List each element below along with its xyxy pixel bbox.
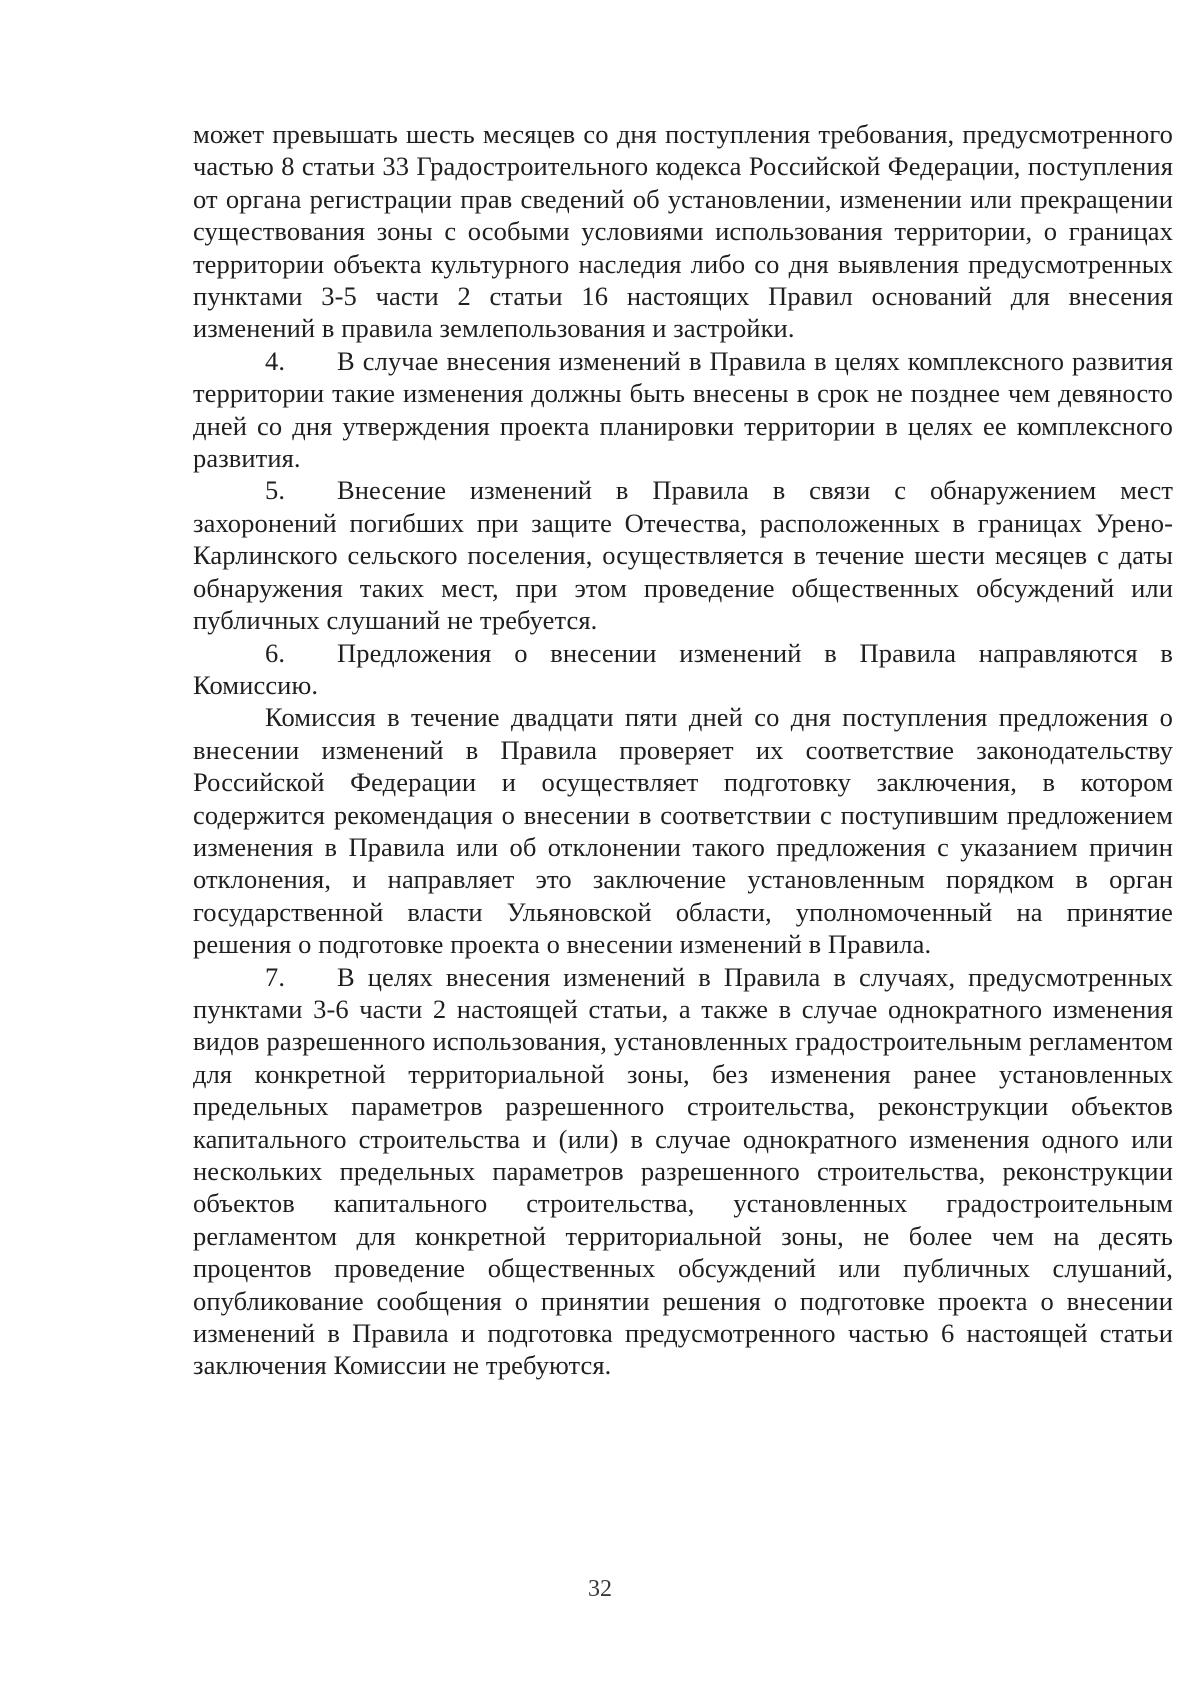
- paragraph-4: [193, 345, 1173, 475]
- document-body: [193, 118, 1173, 1382]
- paragraph-5: [193, 474, 1173, 636]
- paragraph-text: Комиссия в течение двадцати пяти дней со дня поступления предложения о внесении изменений в Правила проверяет их соответствие законодательству Российской Федерации и осуществляет подготовку заключения, в котором содержится рекомендация о внесении в соответствии с поступившим предложением изменения в Правила или об отклонении такого предложения с указанием причин отклонения, и направляет это заключение установленным порядком в орган государственной власти Ульяновской области, уполномоченный на принятие решения о подготовке проекта о внесении изменений в Правила.: [193, 702, 1173, 960]
- paragraph-text: В целях внесения изменений в Правила в случаях, предусмотренных пунктами 3-6 части 2 настоящей статьи, а также в случае однократного изменения видов разрешенного использования, установленных градостроительным регламентом для конкретной территориальной зоны, без изменения ранее установленных предельных параметров разрешенного строительства, реконструкции объектов капитального строительства и (или) в случае однократного изменения одного или нескольких предельных параметров разрешенного строительства, реконструкции объектов капитального строительства, установленных градостроительным регламентом для конкретной территориальной зоны, не более чем на десять процентов проведение общественных обсуждений или публичных слушаний, опубликование сообщения о принятии решения о подготовке проекта о внесении изменений в Правила и подготовка предусмотренного частью 6 настоящей статьи заключения Комиссии не требуются.: [193, 961, 1173, 1381]
- paragraph-text: Предложения о внесении изменений в Правила направляются в Комиссию.: [193, 637, 1173, 700]
- paragraph-6: [193, 637, 1173, 702]
- paragraph-text: Внесение изменений в Правила в связи с обнаружением мест захоронений погибших при защите Отечества, расположенных в границах Урено-Карлинского сельского поселения, осуществляется в течение шести месяцев с даты обнаружения таких мест, при этом проведение общественных обсуждений или публичных слушаний не требуется.: [193, 475, 1173, 636]
- paragraph-number: 5.: [265, 475, 286, 506]
- paragraph-text: может превышать шесть месяцев со дня поступления требования, предусмотренного частью 8 статьи 33 Градостроительного кодекса Российской Федерации, поступления от органа регистрации прав сведений об установлении, изменении или прекращении существования зоны с особыми условиями использования территории, о границах территории объекта культурного наследия либо со дня выявления предусмотренных пунктами 3-5 части 2 статьи 16 настоящих Правил оснований для внесения изменений в правила землепользования и застройки.: [193, 119, 1173, 344]
- page-number: 32: [588, 1576, 612, 1602]
- paragraph-continuation: [193, 118, 1173, 345]
- paragraph-number: 4.: [265, 345, 286, 376]
- paragraph-commission: [193, 701, 1173, 960]
- paragraph-7: [193, 961, 1173, 1382]
- paragraph-text: В случае внесения изменений в Правила в целях комплексного развития территории такие изменения должны быть внесены в срок не позднее чем девяносто дней со дня утверждения проекта планировки территории в целях ее комплексного развития.: [193, 345, 1173, 474]
- paragraph-number: 6.: [265, 637, 286, 668]
- paragraph-number: 7.: [265, 961, 286, 992]
